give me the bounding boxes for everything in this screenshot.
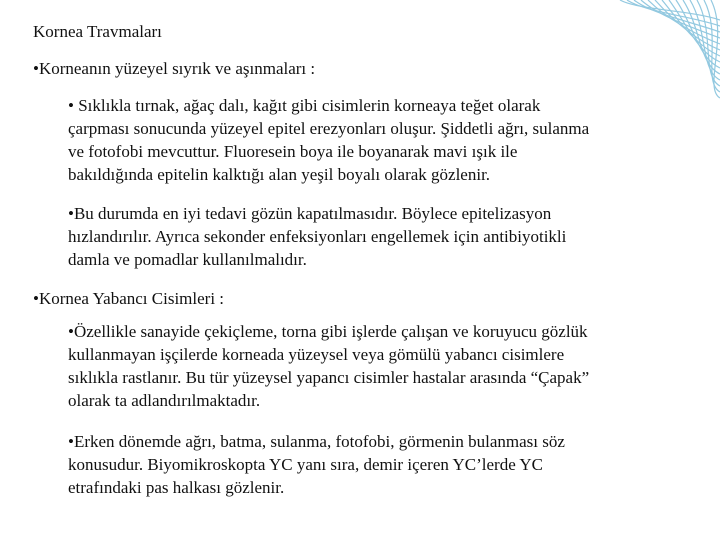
text-line: olarak ta adlandırılmaktadır. (68, 391, 261, 410)
decorative-curve (690, 0, 720, 80)
text-line: etrafındaki pas halkası gözlenir. (68, 478, 285, 497)
decorative-curve (683, 0, 720, 74)
text-line: •Bu durumda en iyi tedavi gözün kapatılmasıdır. Böylece epitelizasyon (68, 204, 552, 223)
decorative-curve (620, 0, 720, 20)
text-line: konusudur. Biyomikroskopta YC yanı sıra, demir içeren YC’lerde YC (68, 455, 543, 474)
decorative-curve (641, 0, 720, 38)
text-line: •Erken dönemde ağrı, batma, sulanma, fotofobi, görmenin bulanması söz (68, 432, 565, 451)
section-heading-foreign-bodies: •Kornea Yabancı Cisimleri : (33, 289, 225, 308)
decorative-curve (676, 0, 720, 68)
decorative-curve (697, 0, 720, 86)
decorative-curve (655, 0, 720, 50)
bullet-abrasion-causes (68, 94, 713, 186)
bullet-foreign-body-occurrence (68, 320, 713, 412)
decorative-curve (648, 0, 720, 44)
text-line: çarpması sonucunda yüzeyel epitel erezyonları oluşur. Şiddetli ağrı, sulanma (68, 119, 590, 138)
text-line: damla ve pomadlar kullanılmalıdır. (68, 250, 307, 269)
text-line: ve fotofobi mevcuttur. Fluoresein boya ile boyanarak mavi ışık ile (68, 142, 518, 161)
slide-title: Kornea Travmaları (33, 22, 162, 41)
bullet-foreign-body-symptoms (68, 430, 713, 499)
decorative-curve (627, 0, 720, 26)
text-line: hızlandırılır. Ayrıca sekonder enfeksiyonları engellemek için antibiyotikli (68, 227, 567, 246)
bullet-abrasion-treatment (68, 202, 713, 271)
decorative-curve (634, 0, 720, 32)
text-line: bakıldığında epitelin kalktığı alan yeşil boyalı olarak gözlenir. (68, 165, 491, 184)
text-line: • Sıklıkla tırnak, ağaç dalı, kağıt gibi cisimlerin korneaya teğet olarak (68, 96, 541, 115)
decorative-curve (662, 0, 720, 56)
decorative-curve (669, 0, 720, 62)
text-line: •Özellikle sanayide çekiçleme, torna gibi işlerde çalışan ve koruyucu gözlük (68, 322, 588, 341)
decorative-curve (711, 0, 720, 98)
text-line: kullanmayan işçilerde korneada yüzeysel veya gömülü yabancı cisimlere (68, 345, 565, 364)
section-heading-abrasions: •Korneanın yüzeyel sıyrık ve aşınmaları : (33, 59, 316, 78)
decorative-curve (704, 0, 720, 92)
text-line: sıklıkla rastlanır. Bu tür yüzeysel yapancı cisimler hastalar arasında “Çapak” (68, 368, 590, 387)
